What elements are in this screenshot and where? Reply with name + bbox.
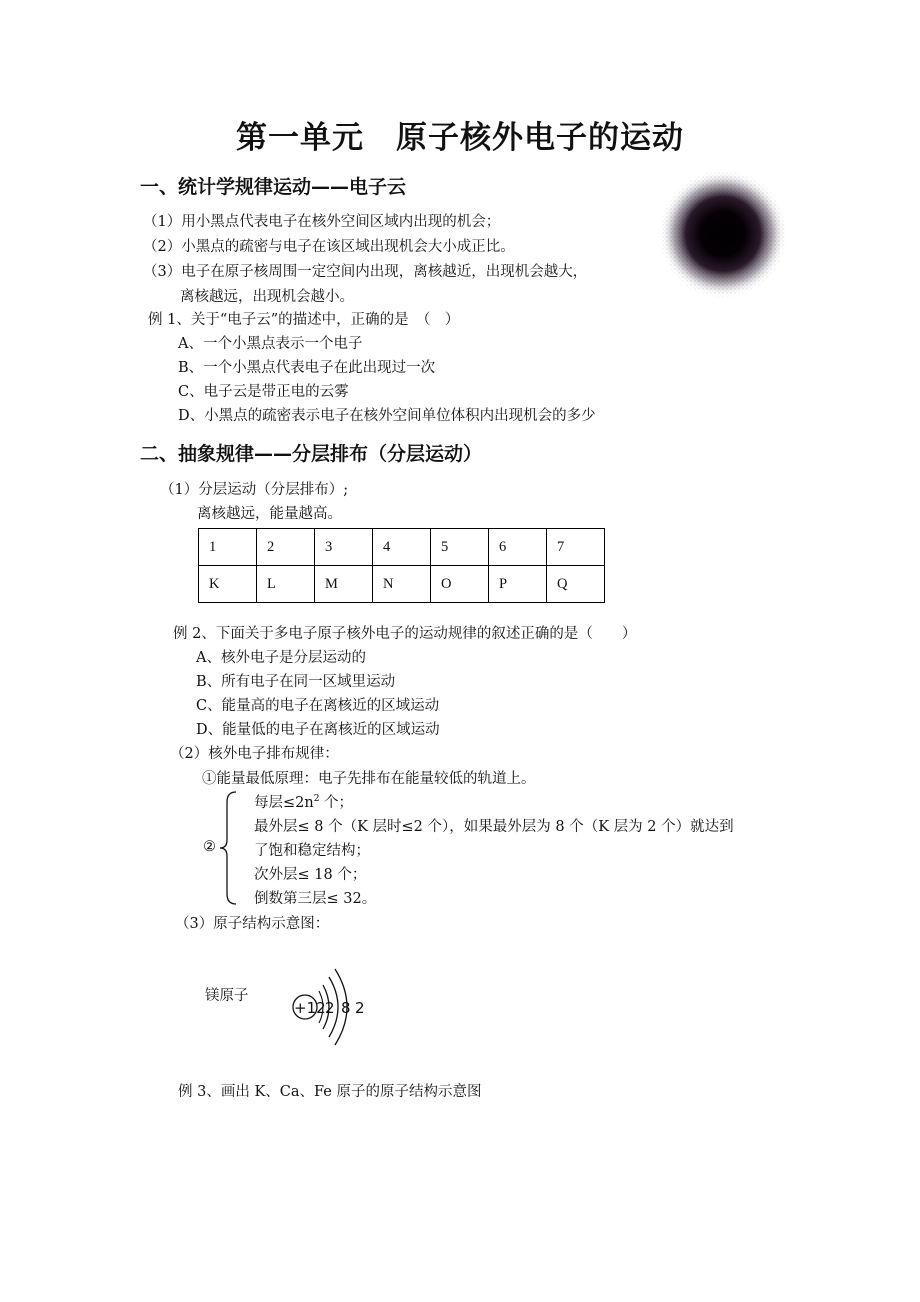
example1-option-d: D、小黑点的疏密表示电子在核外空间单位体积内出现机会的多少 — [178, 408, 596, 424]
shell-electron-count: 2 — [355, 999, 365, 1017]
shell-letter-cell: P — [489, 566, 547, 603]
rule-2-line-3: 了饱和稳定结构； — [254, 843, 370, 859]
example1-option-b: B、一个小黑点代表电子在此出现过一次 — [178, 360, 436, 376]
section1-item-1: （1）用小黑点代表电子在核外空间区域内出现的机会； — [143, 214, 501, 230]
section1-heading: 一、统计学规律运动——电子云 — [140, 176, 407, 198]
rule-2-line-5: 倒数第三层≤ 32。 — [254, 891, 377, 907]
shell-letter-cell: L — [257, 566, 315, 603]
example2-question: 例 2、下面关于多电子原子核外电子的运动规律的叙述正确的是（ ） — [173, 626, 637, 642]
rule-1: ①能量最低原理：电子先排布在能量较低的轨道上。 — [202, 771, 536, 787]
section1-item-3: （3）电子在原子核周围一定空间内出现，离核越近，出现机会越大， — [143, 264, 588, 280]
shell-letter-cell: M — [315, 566, 373, 603]
rule-2-brace — [218, 790, 238, 906]
section1-item-3-continued: 离核越远，出现机会越小。 — [180, 289, 354, 305]
shell-letter-cell: K — [199, 566, 257, 603]
example1-option-a: A、一个小黑点表示一个电子 — [178, 336, 363, 352]
shell-letter-row — [199, 566, 605, 603]
shell-letter-cell: N — [373, 566, 431, 603]
section2-heading: 二、抽象规律——分层排布（分层运动） — [140, 443, 483, 465]
example3: 例 3、画出 K、Ca、Fe 原子的原子结构示意图 — [178, 1084, 482, 1100]
example2-option-d: D、能量低的电子在离核近的区域运动 — [196, 722, 440, 738]
rule-2-line-1-text: 每层≤2n — [254, 795, 314, 811]
nucleus-charge: +12 — [294, 999, 326, 1017]
rule-2-label: ② — [203, 839, 216, 855]
rule-2-line-1 — [254, 791, 353, 812]
shell-number-cell: 1 — [199, 529, 257, 566]
section1-item-2: （2）小黑点的疏密与电子在该区域出现机会大小成正比。 — [143, 239, 515, 255]
shell-number-cell: 7 — [547, 529, 605, 566]
example2-option-a: A、核外电子是分层运动的 — [196, 650, 366, 666]
magnesium-atom-diagram — [285, 955, 395, 1060]
example1-question: 例 1、关于“电子云”的描述中，正确的是 （ ） — [148, 312, 460, 328]
section2-item-3: （3）原子结构示意图： — [175, 916, 330, 932]
shell-number-cell: 5 — [431, 529, 489, 566]
diagram-label: 镁原子 — [205, 988, 249, 1004]
electron-cloud-graphic — [658, 168, 788, 300]
rule-2-line-4: 次外层≤ 18 个； — [254, 867, 367, 883]
shell-number-cell: 6 — [489, 529, 547, 566]
shell-number-cell: 2 — [257, 529, 315, 566]
section2-item-1-sub: 离核越远，能量越高。 — [197, 506, 342, 522]
shell-electron-count: 2 — [325, 999, 335, 1017]
shell-table — [198, 528, 605, 603]
rule-2-line-2: 最外层≤ 8 个（K 层时≤2 个），如果最外层为 8 个（K 层为 2 个）就达到 — [254, 819, 734, 835]
shell-letter-cell: O — [431, 566, 489, 603]
shell-number-row — [199, 529, 605, 566]
shell-electron-count: 8 — [341, 999, 351, 1017]
example2-option-b: B、所有电子在同一区域里运动 — [196, 674, 396, 690]
shell-number-cell: 3 — [315, 529, 373, 566]
example2-option-c: C、能量高的电子在离核近的区域运动 — [196, 698, 440, 714]
example1-option-c: C、电子云是带正电的云雾 — [178, 384, 349, 400]
section2-item-1: （1）分层运动（分层排布）; — [160, 482, 349, 498]
rule-2-line-1-suffix: 个； — [319, 795, 354, 811]
shell-letter-cell: Q — [547, 566, 605, 603]
shell-number-cell: 4 — [373, 529, 431, 566]
section2-item-2: （2）核外电子排布规律： — [170, 746, 339, 762]
rule-2-line-1-superscript: 2 — [313, 794, 320, 805]
page-title: 第一单元 原子核外电子的运动 — [236, 120, 684, 156]
electron-cloud-image — [658, 168, 788, 300]
